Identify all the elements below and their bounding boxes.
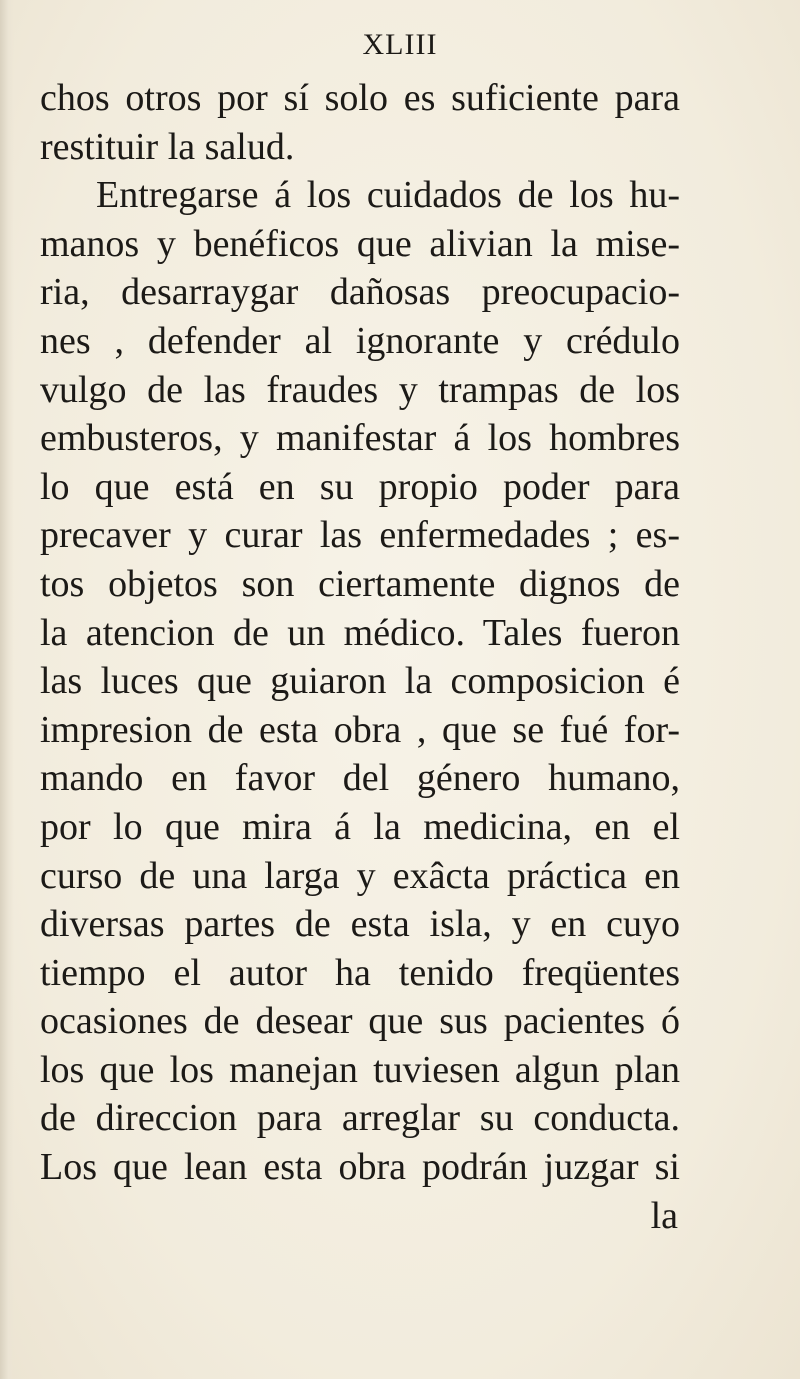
text-line-10: precaver y curar las enfermedades ; es- [40,514,680,557]
text-line-3: Entregarse á los cuidados de los hu- [96,174,680,217]
text-line-14: impresion de esta obra , que se fué for- [40,708,680,751]
text-line-4: manos y benéficos que alivian la mise- [40,222,680,265]
text-line-18: diversas partes de esta isla, y en cuyo [40,903,680,946]
text-line-5: ria, desarraygar dañosas preocupacio- [40,271,680,314]
page-header-roman-numeral: XLIII [362,28,438,61]
text-line-17: curso de una larga y exâcta práctica en [40,854,680,897]
text-line-20: ocasiones de desear que sus pacientes ó [40,1000,680,1043]
page-gutter-shadow [0,0,14,1379]
text-line-19: tiempo el autor ha tenido freqüentes [40,951,680,994]
text-line-15: mando en favor del género humano, [40,757,680,800]
text-line-12: la atencion de un médico. Tales fueron [40,611,680,654]
text-line-7: vulgo de las fraudes y trampas de los [40,368,680,411]
text-line-9: lo que está en su propio poder para [40,465,680,508]
text-line-23: Los que lean esta obra podrán juzgar si [40,1146,680,1189]
text-line-6: nes , defender al ignorante y crédulo [40,319,680,362]
text-line-22: de direccion para arreglar su conducta. [40,1097,680,1140]
body-text [40,74,680,1240]
text-line-16: por lo que mira á la medicina, en el [40,805,680,848]
catchword: la [650,1194,678,1237]
text-line-8: embusteros, y manifestar á los hombres [40,417,680,460]
text-line-21: los que los manejan tuviesen algun plan [40,1048,680,1091]
text-line-2: restituir la salud. [40,125,295,168]
text-line-13: las luces que guiaron la composicion é [40,660,680,703]
text-line-11: tos objetos son ciertamente dignos de [40,562,680,605]
text-line-1: chos otros por sí solo es suficiente para [40,77,680,119]
